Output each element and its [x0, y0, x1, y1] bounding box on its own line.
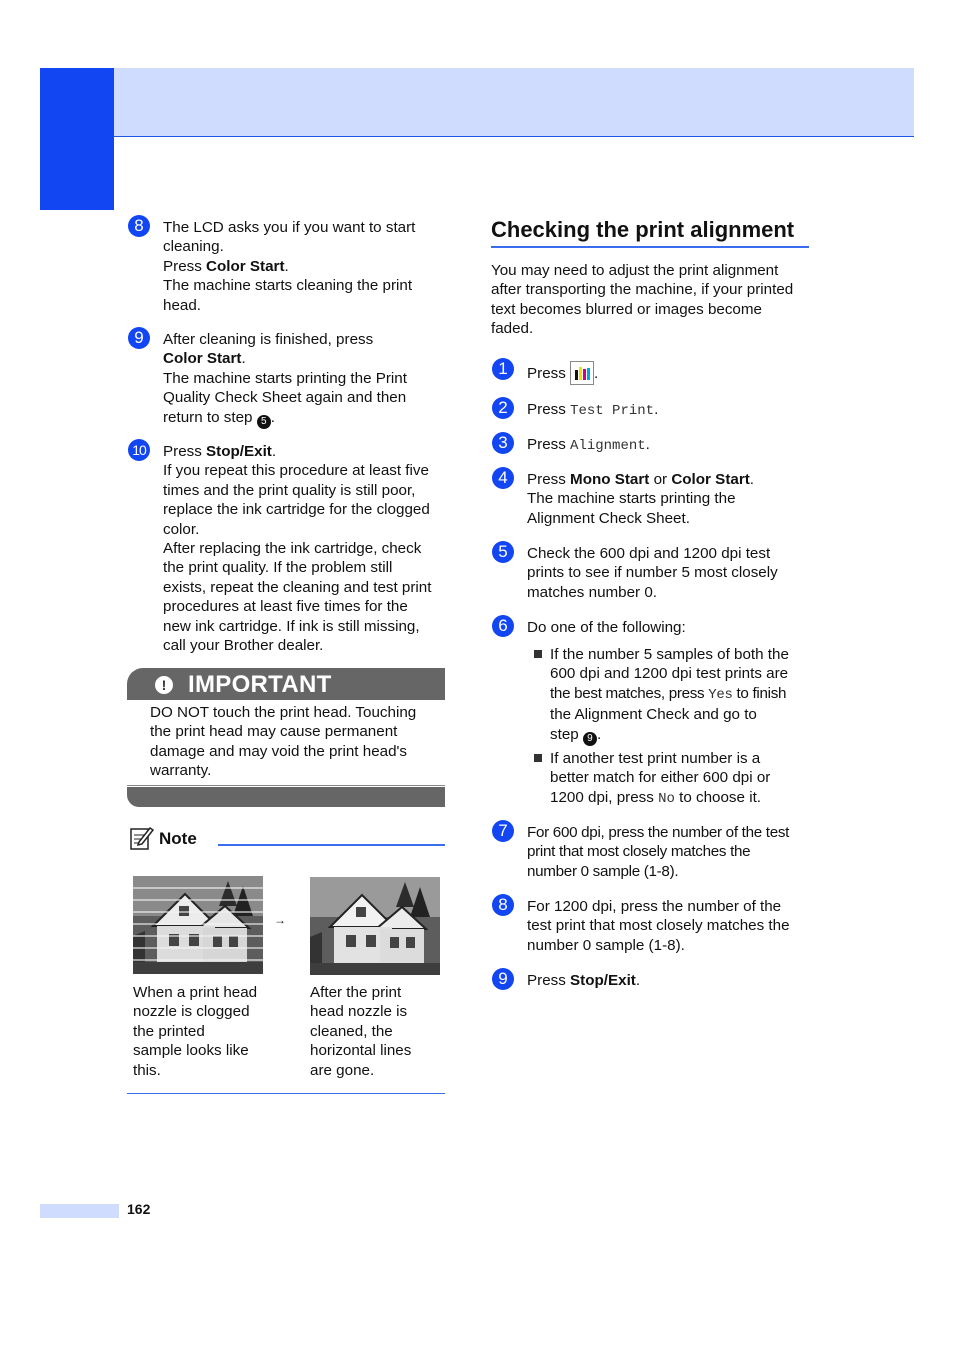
text-line: Check the 600 dpi and 1200 dpi test	[527, 545, 771, 562]
text-line: this.	[133, 1061, 161, 1079]
text-line: The machine starts printing the Print	[163, 369, 407, 387]
bullet-square	[534, 754, 542, 762]
align-step-2-text	[527, 400, 658, 421]
caption-clogged	[133, 983, 283, 1080]
cleaned-nozzle-sample-image	[310, 877, 440, 975]
important-footer-bar	[127, 787, 445, 807]
text-line: number 0 sample (1-8).	[527, 862, 679, 880]
align-step-8-number: 8	[492, 894, 514, 916]
text-line: You may need to adjust the print alignment	[491, 262, 779, 279]
section-title-underline	[491, 246, 809, 248]
note-label: Note	[159, 829, 197, 848]
step-reference: 5	[257, 415, 271, 429]
align-step-7-text	[527, 823, 827, 881]
important-text	[150, 703, 442, 781]
align-step-5-number: 5	[492, 541, 514, 563]
text-line: If you repeat this procedure at least five	[163, 462, 429, 480]
text-line: call your Brother dealer.	[163, 637, 324, 655]
chapter-tab-block	[40, 68, 114, 210]
text-run: .	[645, 436, 650, 453]
align-step-6-option-yes	[550, 645, 830, 746]
text-run: return to step	[163, 408, 257, 426]
text-line: After cleaning is finished, press	[163, 331, 374, 348]
text-line: times and the print quality is still poor,	[163, 481, 416, 499]
text-line: nozzle is clogged	[133, 1003, 250, 1021]
lcd-option: No	[658, 790, 675, 807]
text-line: warranty.	[150, 762, 212, 780]
text-run: .	[749, 471, 755, 488]
text-line: After the print	[310, 984, 402, 1001]
text-run: .	[635, 972, 641, 989]
text-run: Press	[527, 471, 571, 488]
text-run: Press	[527, 365, 571, 382]
key-name: Color Start	[671, 471, 750, 488]
text-run: 1200 dpi, press	[550, 788, 659, 806]
text-run: Press	[163, 443, 207, 460]
text-line: The machine starts cleaning the print	[163, 277, 413, 295]
key-name: Mono Start	[570, 471, 650, 488]
text-line	[550, 788, 830, 809]
text-line: are gone.	[310, 1061, 375, 1079]
text-line: If another test print number is a	[550, 750, 761, 767]
align-step-5-text	[527, 544, 827, 602]
text-line: DO NOT touch the print head. Touching	[150, 704, 417, 721]
text-line: For 1200 dpi, press the number of the	[527, 898, 782, 915]
step-reference: 9	[583, 732, 597, 746]
align-step-6-text: Do one of the following:	[527, 619, 686, 636]
text-line	[527, 470, 827, 489]
text-line: When a print head	[133, 984, 258, 1001]
text-line: replace the ink cartridge for the clogged	[163, 501, 430, 519]
text-run: step	[550, 725, 583, 743]
text-line: test print that most closely matches the	[527, 917, 790, 935]
text-line: 600 dpi and 1200 dpi test prints are	[550, 665, 789, 683]
key-name: Stop/Exit	[570, 972, 636, 989]
text-line: matches number 0.	[527, 583, 657, 601]
lcd-option: Yes	[708, 686, 733, 703]
text-line	[163, 442, 453, 461]
text-run: to finish	[732, 684, 787, 702]
align-step-6-number: 6	[492, 615, 514, 637]
step-9-number: 9	[128, 327, 150, 349]
step-10-text	[163, 442, 453, 655]
text-run: .	[596, 725, 602, 743]
ink-management-key-icon	[570, 361, 594, 385]
text-line: the Alignment Check and go to	[550, 706, 757, 724]
align-step-1-text	[527, 361, 598, 385]
text-line: procedures at least five times for the	[163, 598, 408, 616]
text-line: color.	[163, 520, 200, 538]
text-run: Press	[163, 257, 207, 275]
text-run: Press	[527, 436, 571, 453]
align-step-2-number: 2	[492, 397, 514, 419]
caption-cleaned	[310, 983, 460, 1080]
align-step-9-number: 9	[492, 968, 514, 990]
note-pencil-icon	[129, 825, 155, 851]
text-line: cleaning.	[163, 238, 224, 256]
align-step-3-text	[527, 435, 650, 456]
step-8-text	[163, 218, 453, 315]
text-run: to choose it.	[674, 788, 762, 806]
text-line: For 600 dpi, press the number of the test	[527, 824, 790, 841]
step-10-number: 10	[128, 439, 150, 461]
step-9-text	[163, 330, 453, 429]
comparison-arrow: →	[274, 913, 286, 927]
text-line: sample looks like	[133, 1042, 249, 1060]
page-number: 162	[127, 1201, 151, 1217]
note-bottom-rule	[127, 1093, 445, 1094]
exclamation-icon: !	[155, 676, 173, 694]
text-line: head nozzle is	[310, 1003, 408, 1021]
text-line: the print quality. If the problem still	[163, 559, 393, 577]
text-line: The machine starts printing the	[527, 490, 736, 508]
bullet-square	[534, 650, 542, 658]
text-line: faded.	[491, 320, 534, 338]
text-line: exists, repeat the cleaning and test print	[163, 578, 432, 596]
text-line	[550, 725, 830, 746]
key-name: Stop/Exit	[206, 443, 272, 460]
text-run: .	[241, 350, 246, 368]
align-step-8-text	[527, 897, 827, 955]
text-run: the best matches, press	[550, 684, 709, 702]
text-line: horizontal lines	[310, 1042, 412, 1060]
align-step-7-number: 7	[492, 820, 514, 842]
text-line: new ink cartridge. If ink is still missing,	[163, 617, 420, 635]
section-intro	[491, 261, 821, 339]
text-line: After replacing the ink cartridge, check	[163, 540, 422, 558]
important-label: IMPORTANT	[188, 671, 332, 698]
lcd-option: Alignment	[570, 438, 646, 454]
text-line: cleaned, the	[310, 1022, 393, 1040]
text-line: the print head may cause permanent	[150, 723, 398, 741]
clogged-nozzle-sample-image	[133, 876, 263, 974]
text-line: If the number 5 samples of both the	[550, 646, 789, 663]
text-line: Quality Check Sheet again and then	[163, 389, 407, 407]
text-line: after transporting the machine, if your printed	[491, 281, 794, 299]
section-title: Checking the print alignment	[491, 217, 795, 242]
header-band	[40, 68, 914, 137]
text-line: the printed	[133, 1022, 205, 1040]
text-run: .	[270, 408, 275, 426]
align-step-1-number: 1	[492, 358, 514, 380]
align-step-4-number: 4	[492, 467, 514, 489]
align-step-4-text	[527, 470, 827, 528]
text-run: Press	[527, 401, 571, 418]
note-rule	[218, 844, 445, 846]
text-line	[163, 257, 453, 276]
key-name: Color Start	[163, 350, 242, 368]
align-step-6-option-no	[550, 749, 830, 809]
key-name: Color Start	[206, 257, 285, 275]
align-step-3-number: 3	[492, 432, 514, 454]
text-line: The LCD asks you if you want to start	[163, 219, 416, 236]
text-line: better match for either 600 dpi or	[550, 769, 771, 787]
text-run: .	[284, 257, 289, 275]
text-line	[163, 408, 453, 429]
text-line: prints to see if number 5 most closely	[527, 564, 778, 582]
text-line: text becomes blurred or images become	[491, 300, 762, 318]
text-run: .	[594, 365, 599, 382]
text-line: print that most closely matches the	[527, 843, 751, 861]
text-line: number 0 sample (1-8).	[527, 936, 685, 954]
text-line: Alignment Check Sheet.	[527, 509, 690, 527]
text-run: Press	[527, 972, 571, 989]
step-8-number: 8	[128, 215, 150, 237]
text-line	[550, 684, 830, 705]
footer-band	[40, 1204, 119, 1218]
text-line: head.	[163, 296, 202, 314]
text-line	[163, 349, 453, 368]
align-step-9-text	[527, 971, 640, 990]
important-divider	[127, 785, 445, 786]
text-line: damage and may void the print head's	[150, 742, 408, 760]
text-run: or	[649, 471, 672, 488]
text-run: .	[654, 401, 659, 418]
lcd-option: Test Print	[570, 403, 655, 419]
text-run: .	[271, 443, 277, 460]
